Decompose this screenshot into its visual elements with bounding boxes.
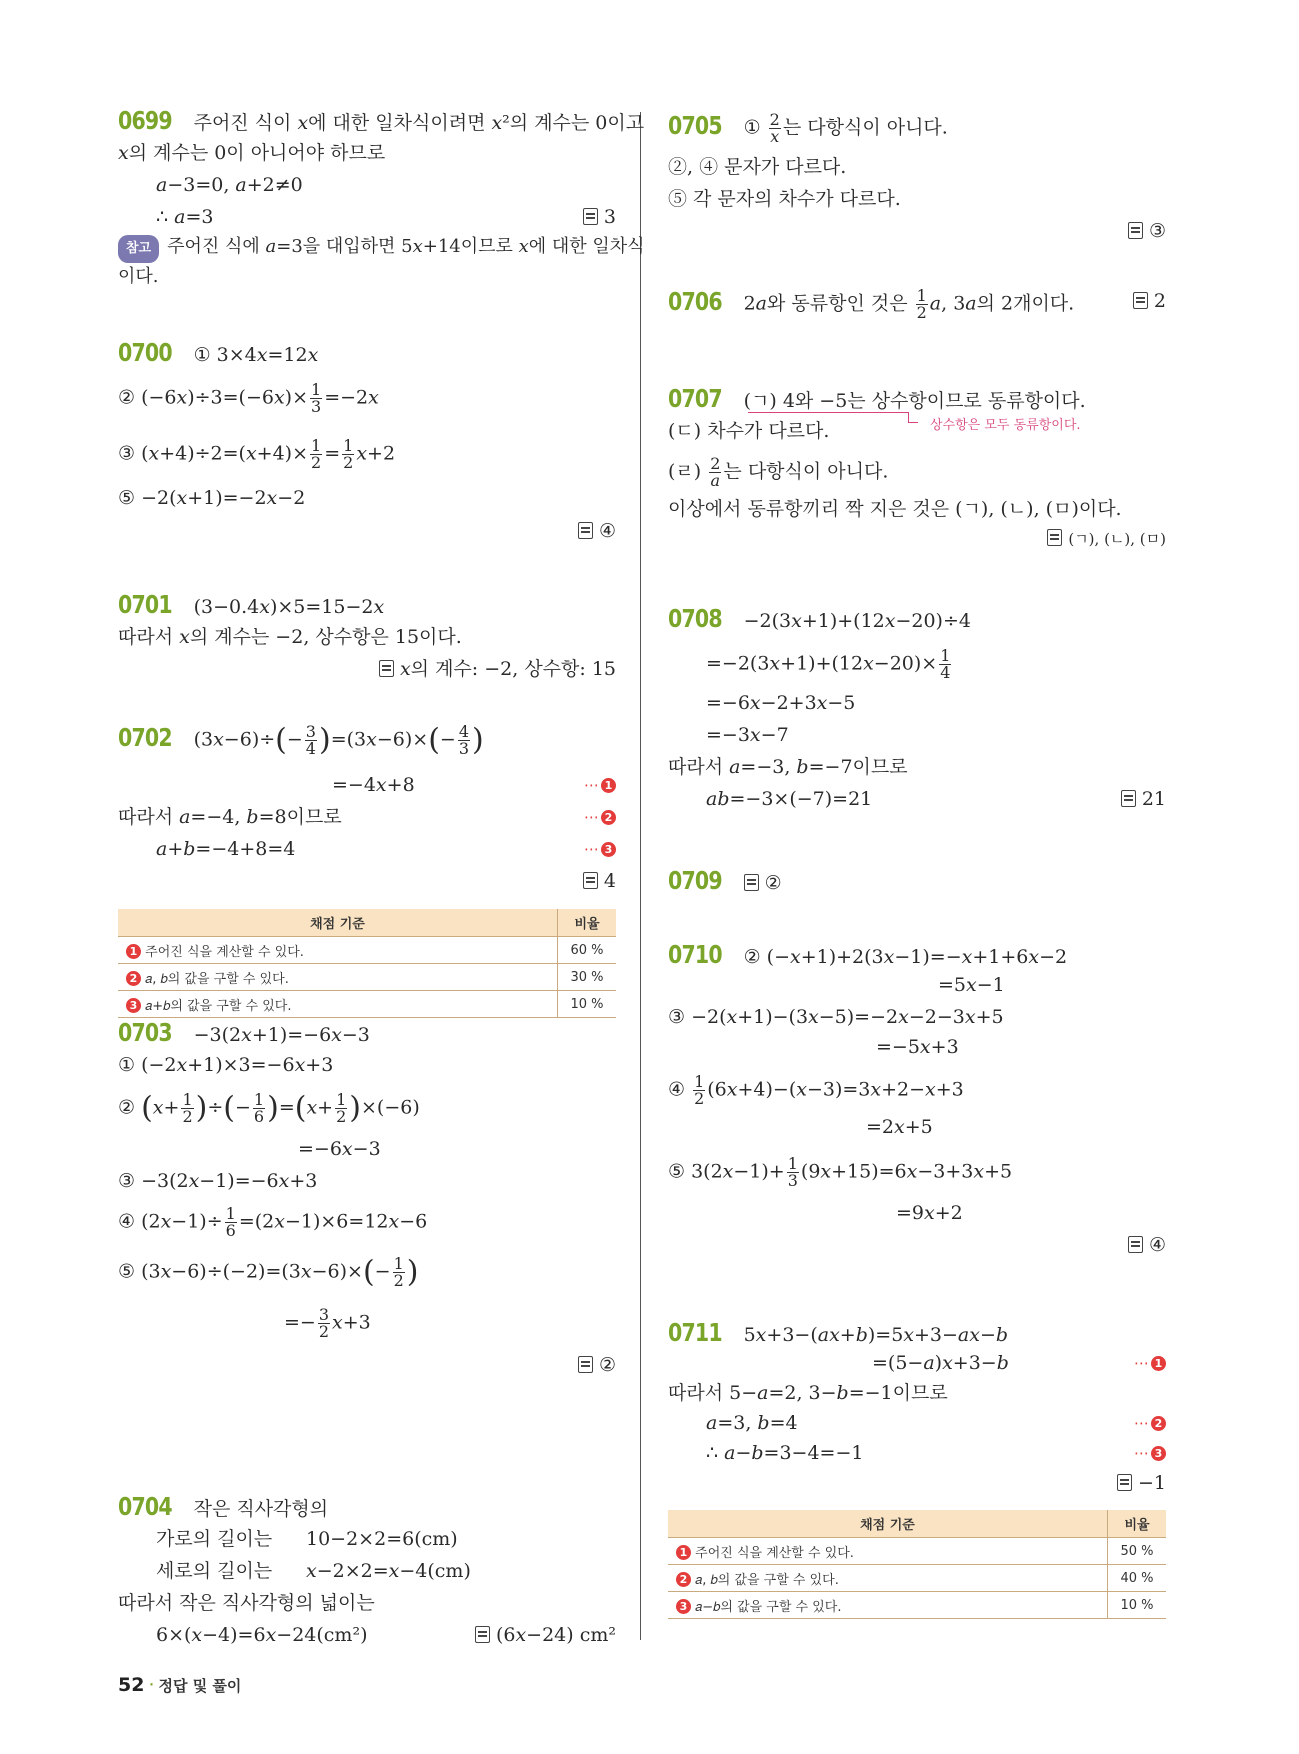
- solution-line: ③ −2(𝑥+1)−(3𝑥−5)=−2𝑥−2−3𝑥+5: [668, 1006, 1004, 1028]
- table-header: 채점 기준: [668, 1510, 1108, 1538]
- solution-line: =− $\frac{3}{2}$ 𝑥+3: [284, 1305, 371, 1341]
- note-line: 이다.: [118, 266, 159, 287]
- grading-table: [118, 909, 616, 1018]
- solution-line: =9𝑥+2: [896, 1202, 963, 1224]
- solution-line: 따라서 𝑎=−4, 𝑏=8이므로: [118, 806, 342, 828]
- table-header: 비율: [1108, 1510, 1167, 1538]
- table-row: 2 𝑎, 𝑏의 값을 구할 수 있다. 40 %: [668, 1565, 1166, 1592]
- answer-icon: [1133, 292, 1148, 309]
- step-marker: ⋯ 3: [584, 836, 616, 862]
- solution-line: 6×(𝑥−4)=6𝑥−24(cm²): [156, 1624, 368, 1646]
- table-row: 3 𝑎−𝑏의 값을 구할 수 있다. 10 %: [668, 1592, 1166, 1619]
- table-header: 채점 기준: [118, 909, 558, 937]
- problem-number: 0708: [668, 604, 722, 633]
- solution-line: 따라서 5−𝑎=2, 3−𝑏=−1이므로: [668, 1382, 948, 1404]
- answer-icon: [578, 522, 593, 539]
- answer: ④: [1128, 1232, 1166, 1258]
- solution-line: ① (−2𝑥+1)×3=−6𝑥+3: [118, 1054, 334, 1076]
- table-row: 1 주어진 식을 계산할 수 있다. 60 %: [118, 937, 616, 964]
- problem-number: 0701: [118, 590, 172, 619]
- solution-line: ⑤ 각 문자의 차수가 다르다.: [668, 188, 901, 210]
- solution-line: =2𝑥+5: [866, 1116, 933, 1138]
- answer: ③: [1128, 218, 1166, 244]
- answer-icon: [583, 872, 598, 889]
- answer-icon: [1117, 1474, 1132, 1491]
- answer: 𝑥의 계수: −2, 상수항: 15: [379, 656, 616, 682]
- table-header: 비율: [558, 909, 617, 937]
- answer-icon: [578, 1356, 593, 1373]
- solution-line: 𝑎=3, 𝑏=4: [706, 1412, 798, 1434]
- problem-number: 0702: [118, 722, 172, 752]
- answer: 4: [583, 868, 616, 894]
- solution-line: 𝑎−3=0, 𝑎+2≠0: [156, 174, 303, 196]
- solution-line: ∴ 𝑎−𝑏=3−4=−1: [706, 1442, 864, 1464]
- solution-line: 세로의 길이는 𝑥−2×2=𝑥−4(cm): [156, 1560, 471, 1582]
- solution-line: 𝑥의 계수는 0이 아니어야 하므로: [118, 142, 386, 164]
- solution-line: ② (𝑥+ $\frac{1}{2}$ )÷(− $\frac{1}{6}$ )=(𝑥+ $\frac{1}{2}$ )×(−6): [118, 1090, 420, 1126]
- table-row: 3 𝑎+𝑏의 값을 구할 수 있다. 10 %: [118, 991, 616, 1018]
- table-row: 1 주어진 식을 계산할 수 있다. 50 %: [668, 1538, 1166, 1565]
- answer-icon: [583, 208, 598, 225]
- answer-icon: [475, 1626, 490, 1643]
- solution-line: 주어진 식이 𝑥에 대한 일차식이려면 𝑥²의 계수는 0이고: [193, 112, 645, 134]
- page-footer: [118, 1674, 241, 1696]
- solution-line: 따라서 작은 직사각형의 넓이는: [118, 1592, 375, 1614]
- solution-line: ∴ 𝑎=3: [156, 206, 214, 228]
- answer-icon: [1121, 790, 1136, 807]
- answer-icon: [379, 660, 394, 677]
- solution-line: =−4𝑥+8: [332, 774, 415, 796]
- solution-line: =(5−𝑎)𝑥+3−𝑏: [872, 1352, 1009, 1374]
- leader-line: [908, 422, 918, 423]
- solution-line: =−5𝑥+3: [876, 1036, 959, 1058]
- page-number: 52: [118, 1674, 145, 1696]
- problem-number: 0707: [668, 384, 722, 413]
- problem-number: 0704: [118, 1492, 172, 1521]
- solution-line: 따라서 𝑥의 계수는 −2, 상수항은 15이다.: [118, 626, 462, 648]
- solution-line: 가로의 길이는 10−2×2=6(cm): [156, 1528, 458, 1550]
- problem-number: 0706: [668, 286, 722, 316]
- answer-icon: [1128, 222, 1143, 239]
- problem-number: 0710: [668, 940, 722, 969]
- step-marker: ⋯ 2: [584, 804, 616, 830]
- answer: 2: [1133, 288, 1166, 314]
- solution-line: ④ $\frac{1}{2}$ (6𝑥+4)−(𝑥−3)=3𝑥+2−𝑥+3: [668, 1072, 964, 1108]
- solution-line: (ㄹ) $\frac{2}{\text{𝑎}}$ 는 다항식이 아니다.: [668, 454, 889, 490]
- step-marker: ⋯ 1: [1134, 1350, 1166, 1376]
- grading-table: [668, 1510, 1166, 1619]
- footer-label: 정답 및 풀이: [158, 1677, 242, 1695]
- answer: 3: [583, 204, 616, 230]
- step-marker: ⋯ 1: [584, 772, 616, 798]
- solution-line: ②, ④ 문자가 다르다.: [668, 156, 847, 178]
- problem-number: 0705: [668, 110, 722, 140]
- leader-line: [908, 412, 909, 422]
- table-row: 2 𝑎, 𝑏의 값을 구할 수 있다. 30 %: [118, 964, 616, 991]
- answer: (6𝑥−24) cm²: [475, 1622, 616, 1648]
- answer-icon: [744, 874, 759, 891]
- solution-line: =−6𝑥−2+3𝑥−5: [706, 692, 856, 714]
- solution-line: =−3𝑥−7: [706, 724, 789, 746]
- solution-line: ② (−6𝑥)÷3=(−6𝑥)× $\frac{1}{3}$ =−2𝑥: [118, 380, 379, 416]
- column-divider: [640, 112, 641, 1640]
- tip-badge: 참고: [118, 235, 159, 263]
- solution-line: 이상에서 동류항끼리 짝 지은 것은 (ㄱ), (ㄴ), (ㅁ)이다.: [668, 498, 1122, 520]
- problem-number: 0703: [118, 1018, 172, 1047]
- separator-dot: ·: [148, 1674, 155, 1696]
- answer: 21: [1121, 786, 1166, 812]
- solution-line: ③ (𝑥+4)÷2=(𝑥+4)× $\frac{1}{2}$ = $\frac{1}{2}$ 𝑥+2: [118, 436, 396, 472]
- answer: ②: [578, 1352, 616, 1378]
- step-marker: ⋯ 2: [1134, 1410, 1166, 1436]
- solution-line: ⑤ 3(2𝑥−1)+ $\frac{1}{3}$ (9𝑥+15)=6𝑥−3+3𝑥+5: [668, 1154, 1013, 1190]
- answer-icon: [1047, 529, 1062, 546]
- solution-line: (ㄱ) 4와 −5는 상수항이므로 동류항이다.: [743, 390, 1086, 412]
- solution-line: ⑤ (3𝑥−6)÷(−2)=(3𝑥−6)×(− $\frac{1}{2}$ ): [118, 1254, 419, 1290]
- solution-line: =−6𝑥−3: [298, 1138, 381, 1160]
- solution-line: 𝑎𝑏=−3×(−7)=21: [706, 788, 873, 810]
- solution-line: ⑤ −2(𝑥+1)=−2𝑥−2: [118, 487, 306, 509]
- answer: −1: [1117, 1470, 1166, 1496]
- solution-line: 따라서 𝑎=−3, 𝑏=−7이므로: [668, 756, 908, 778]
- annotation: 상수항은 모두 동류항이다.: [930, 418, 1081, 433]
- answer: ④: [578, 518, 616, 544]
- solution-line: ③ −3(2𝑥−1)=−6𝑥+3: [118, 1170, 318, 1192]
- answer: (ㄱ), (ㄴ), (ㅁ): [1047, 526, 1166, 552]
- solution-line: =−2(3𝑥+1)+(12𝑥−20)× $\frac{1}{4}$: [706, 646, 951, 682]
- answer-icon: [1128, 1236, 1143, 1253]
- solution-line: 𝑎+𝑏=−4+8=4: [156, 838, 296, 860]
- note-line: 주어진 식에 𝑎=3을 대입하면 5𝑥+14이므로 𝑥에 대한 일차식: [167, 236, 645, 257]
- solution-line: (ㄷ) 차수가 다르다.: [668, 420, 830, 442]
- answer: ②: [764, 872, 782, 894]
- underline: [748, 412, 908, 413]
- problem-number: 0699: [118, 106, 172, 135]
- problem-number: 0700: [118, 338, 172, 367]
- problem-number: 0709: [668, 866, 722, 895]
- step-marker: ⋯ 3: [1134, 1440, 1166, 1466]
- solution-line: ④ (2𝑥−1)÷ $\frac{1}{6}$ =(2𝑥−1)×6=12𝑥−6: [118, 1204, 428, 1240]
- problem-number: 0711: [668, 1318, 722, 1347]
- solution-line: =5𝑥−1: [938, 974, 1005, 996]
